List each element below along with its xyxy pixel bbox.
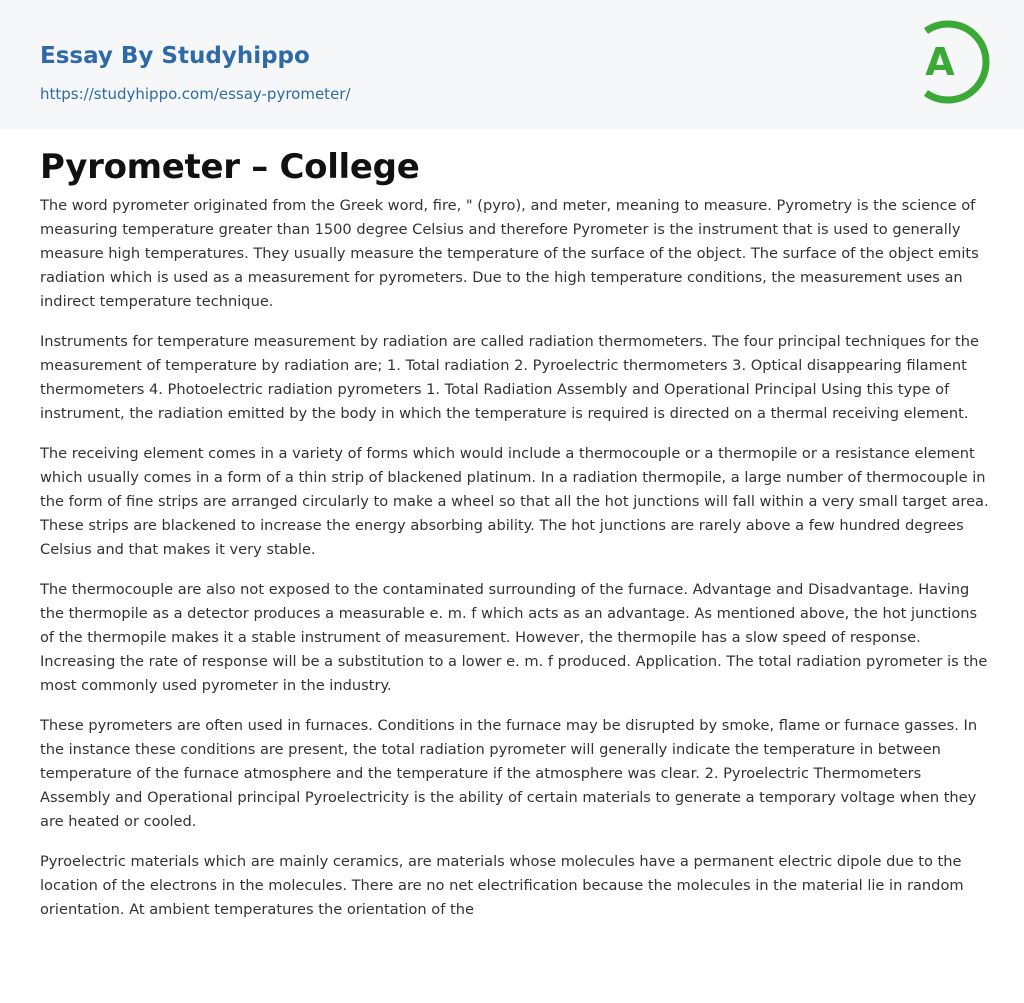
logo-letter: A — [925, 40, 955, 84]
brand-title[interactable]: Essay By Studyhippo — [40, 43, 310, 69]
paragraph: The thermocouple are also not exposed to the contaminated surrounding of the furnace. Advantage and Disadvantage. Having the thermopile as a detector produces a measurable e. m. f which acts as an advantage. As mentioned above, the hot junctions of the thermopile makes it a stable instrument of measurement. However, the thermopile has a slow speed of response. Increasing the rate of response will be a substitution to a lower e. m. f produced. Application. The total radiation pyrometer is the most commonly used pyrometer in the industry. — [40, 581, 988, 694]
paragraph: The word pyrometer originated from the Greek word, fire, " (pyro), and meter, meaning to measure. Pyrometry is the science of measuring temperature greater than 1500 degree Celsius and therefore Pyrometer is the instrument that is used to generally measure high temperatures. They usually measure the temperature of the surface of the object. The surface of the object emits radiation which is used as a measurement for pyrometers. Due to the high temperature conditions, the measurement uses an indirect temperature technique. — [40, 197, 979, 310]
essay-url-link[interactable]: https://studyhippo.com/essay-pyrometer/ — [40, 85, 351, 103]
article-body — [40, 194, 990, 938]
studyhippo-logo-icon[interactable] — [904, 17, 992, 107]
page-title: Pyrometer – College — [40, 147, 420, 187]
logo-circle-icon — [904, 17, 992, 107]
paragraph: The receiving element comes in a variety of forms which would include a thermocouple or a thermopile or a resistance element which usually comes in a form of a thin strip of blackened platinum. In a radiation thermopile, a large number of thermocouple in the form of fine strips are arranged circularly to make a wheel so that all the hot junctions will fall within a very small target area. These strips are blackened to increase the energy absorbing ability. The hot junctions are rarely above a few hundred degrees Celsius and that makes it very stable. — [40, 445, 989, 558]
paragraph: These pyrometers are often used in furnaces. Conditions in the furnace may be disrupted by smoke, flame or furnace gasses. In the instance these conditions are present, the total radiation pyrometer will generally indicate the temperature in between temperature of the furnace atmosphere and the temperature if the atmosphere was clear. 2. Pyroelectric Thermometers Assembly and Operational principal Pyroelectricity is the ability of certain materials to generate a temporary voltage when they are heated or cooled. — [40, 717, 978, 830]
paragraph: Instruments for temperature measurement by radiation are called radiation thermometers. The four principal techniques for the measurement of temperature by radiation are; 1. Total radiation 2. Pyroelectric thermometers 3. Optical disappearing filament thermometers 4. Photoelectric radiation pyrometers 1. Total Radiation Assembly and Operational Principal Using this type of instrument, the radiation emitted by the body in which the temperature is required is directed on a thermal receiving element. — [40, 333, 979, 422]
paragraph: Pyroelectric materials which are mainly ceramics, are materials whose molecules have a permanent electric dipole due to the location of the electrons in the molecules. There are no net electrification because the molecules in the material lie in random orientation. At ambient temperatures the orientation of the — [40, 853, 964, 918]
